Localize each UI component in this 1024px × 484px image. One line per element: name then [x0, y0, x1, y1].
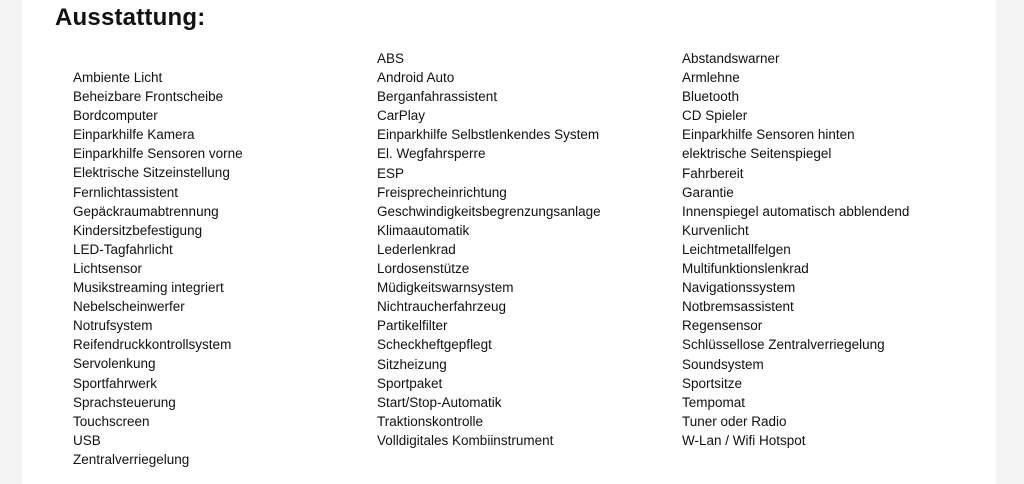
equipment-item: Einparkhilfe Sensoren hinten	[682, 127, 855, 143]
equipment-item: Reifendruckkontrollsystem	[73, 337, 232, 353]
equipment-item: Musikstreaming integriert	[73, 280, 224, 296]
equipment-item: Geschwindigkeitsbegrenzungsanlage	[377, 203, 601, 219]
equipment-item: Garantie	[682, 184, 734, 200]
equipment-item: Scheckheftgepflegt	[377, 337, 492, 353]
equipment-item: Notbremsassistent	[682, 299, 794, 315]
equipment-column-2	[377, 49, 601, 450]
equipment-item: Nebelscheinwerfer	[73, 299, 185, 315]
equipment-item: W-Lan / Wifi Hotspot	[682, 432, 806, 448]
equipment-item: elektrische Seitenspiegel	[682, 146, 832, 162]
equipment-item: Servolenkung	[73, 356, 156, 372]
equipment-item: LED-Tagfahrlicht	[73, 241, 173, 257]
equipment-item: Klimaautomatik	[377, 222, 470, 238]
equipment-item: Sportpaket	[377, 375, 443, 391]
equipment-item: Elektrische Sitzeinstellung	[73, 165, 230, 181]
equipment-item: Armlehne	[682, 70, 740, 86]
equipment-item: Kurvenlicht	[682, 222, 749, 238]
equipment-item: Soundsystem	[682, 356, 764, 372]
equipment-item: Tuner oder Radio	[682, 413, 787, 429]
equipment-item: ABS	[377, 51, 405, 66]
equipment-item: Bluetooth	[682, 89, 740, 105]
equipment-item: Berganfahrassistent	[377, 89, 498, 105]
equipment-item: El. Wegfahrsperre	[377, 146, 486, 162]
equipment-item: USB	[73, 432, 101, 448]
equipment-item: Sprachsteuerung	[73, 394, 176, 410]
equipment-item: ESP	[377, 165, 405, 181]
equipment-item: Freisprecheinrichtung	[377, 184, 507, 200]
equipment-item: Zentralverriegelung	[73, 451, 190, 467]
equipment-item: Nichtraucherfahrzeug	[377, 299, 507, 315]
equipment-item: Touchscreen	[73, 413, 150, 429]
equipment-item: Ambiente Licht	[73, 70, 163, 85]
equipment-item: Traktionskontrolle	[377, 413, 484, 429]
equipment-item: Lichtsensor	[73, 260, 143, 276]
equipment-column-3	[682, 49, 909, 450]
equipment-item: Start/Stop-Automatik	[377, 394, 502, 410]
equipment-item: Einparkhilfe Sensoren vorne	[73, 146, 243, 162]
equipment-item: Android Auto	[377, 70, 455, 86]
equipment-item: Beheizbare Frontscheibe	[73, 89, 224, 105]
equipment-item: Partikelfilter	[377, 318, 448, 334]
equipment-item: Regensensor	[682, 318, 763, 334]
equipment-item: Müdigkeitswarnsystem	[377, 280, 514, 296]
equipment-item: Einparkhilfe Kamera	[73, 127, 195, 143]
equipment-item: Navigationssystem	[682, 280, 796, 296]
equipment-item: CarPlay	[377, 108, 426, 124]
equipment-item: Abstandswarner	[682, 51, 780, 66]
equipment-item: Einparkhilfe Selbstlenkendes System	[377, 127, 600, 143]
equipment-item: Fernlichtassistent	[73, 184, 179, 200]
equipment-item: CD Spieler	[682, 108, 748, 124]
equipment-item: Fahrbereit	[682, 165, 744, 181]
equipment-item: Tempomat	[682, 394, 746, 410]
page-title: Ausstattung:	[55, 4, 206, 31]
equipment-item: Multifunktionslenkrad	[682, 261, 809, 277]
equipment-item: Volldigitales Kombiinstrument	[377, 432, 554, 448]
equipment-item: Bordcomputer	[73, 108, 158, 124]
equipment-item: Innenspiegel automatisch abblendend	[682, 203, 910, 219]
equipment-item: Sitzheizung	[377, 356, 447, 372]
equipment-item: Lederlenkrad	[377, 241, 456, 257]
equipment-column-1	[73, 68, 243, 469]
equipment-item: Lordosenstütze	[377, 261, 470, 277]
equipment-item: Gepäckraumabtrennung	[73, 203, 219, 219]
equipment-panel	[22, 0, 996, 484]
equipment-item: Schlüssellose Zentralverriegelung	[682, 337, 885, 353]
equipment-item: Kindersitzbefestigung	[73, 222, 203, 238]
equipment-item: Sportsitze	[682, 375, 743, 391]
equipment-item: Sportfahrwerk	[73, 375, 158, 391]
equipment-item: Notrufsystem	[73, 318, 153, 334]
equipment-item: Leichtmetallfelgen	[682, 241, 791, 257]
